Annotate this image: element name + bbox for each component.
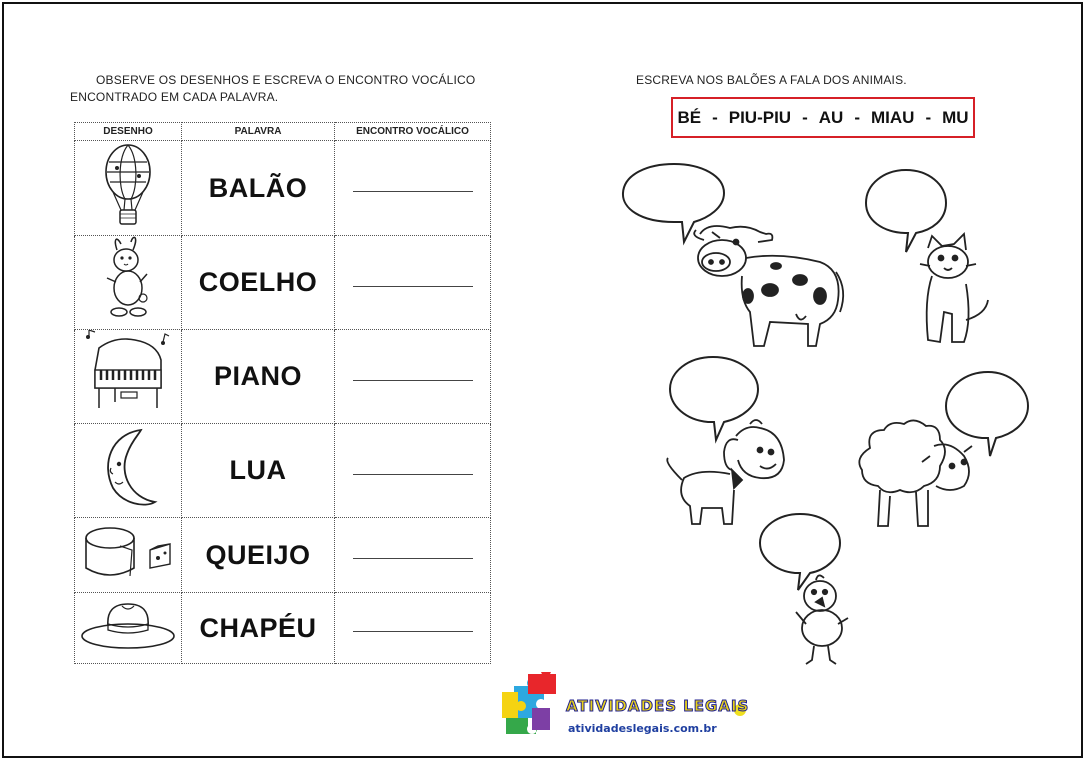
answer-line bbox=[353, 286, 473, 287]
rabbit-icon bbox=[75, 236, 182, 330]
vowel-table bbox=[74, 122, 491, 664]
answer-line bbox=[353, 191, 473, 192]
sound-be: BÉ bbox=[677, 107, 702, 127]
logo-url[interactable]: atividadeslegais.com.br bbox=[568, 722, 717, 735]
answer-blank[interactable] bbox=[335, 593, 491, 664]
speech-balloon-dog bbox=[670, 357, 758, 440]
sound-separator: - bbox=[802, 107, 808, 127]
speech-balloon-sheep bbox=[946, 372, 1028, 456]
hat-icon bbox=[75, 593, 182, 664]
word-label: LUA bbox=[182, 424, 335, 518]
cat-icon bbox=[920, 234, 988, 342]
answer-blank[interactable] bbox=[335, 518, 491, 593]
sheep-icon bbox=[859, 420, 972, 526]
left-instruction-line1: OBSERVE OS DESENHOS E ESCREVA O ENCONTRO VOCÁLICO bbox=[96, 73, 476, 87]
cheese-icon bbox=[75, 518, 182, 593]
moon-icon bbox=[75, 424, 182, 518]
speech-balloon-cow bbox=[623, 164, 724, 242]
answer-blank[interactable] bbox=[335, 236, 491, 330]
answer-line bbox=[353, 380, 473, 381]
table-header-row bbox=[75, 123, 491, 141]
header-encontro: ENCONTRO VOCÁLICO bbox=[335, 123, 491, 141]
sound-word-box bbox=[671, 97, 975, 138]
answer-blank[interactable] bbox=[335, 330, 491, 424]
answer-line bbox=[353, 558, 473, 559]
left-instruction-line2: ENCONTRADO EM CADA PALAVRA. bbox=[70, 90, 279, 104]
table-row bbox=[75, 593, 491, 664]
sound-au: AU bbox=[818, 107, 844, 127]
sound-piu-piu: PIU-PIU bbox=[728, 107, 792, 127]
speech-balloon-cat bbox=[866, 170, 946, 252]
answer-line bbox=[353, 474, 473, 475]
chick-icon bbox=[796, 575, 848, 664]
word-label: COELHO bbox=[182, 236, 335, 330]
word-label: PIANO bbox=[182, 330, 335, 424]
puzzle-pieces-icon bbox=[502, 672, 556, 734]
hot-air-balloon-icon bbox=[75, 141, 182, 236]
table-row bbox=[75, 236, 491, 330]
table-row bbox=[75, 141, 491, 236]
piano-icon bbox=[75, 330, 182, 424]
word-label: QUEIJO bbox=[182, 518, 335, 593]
sound-separator: - bbox=[712, 107, 718, 127]
table-row bbox=[75, 330, 491, 424]
header-desenho: DESENHO bbox=[75, 123, 182, 141]
word-label: BALÃO bbox=[182, 141, 335, 236]
cow-icon bbox=[694, 226, 843, 346]
table-row bbox=[75, 424, 491, 518]
answer-line bbox=[353, 631, 473, 632]
word-label: CHAPÉU bbox=[182, 593, 335, 664]
left-instruction bbox=[70, 72, 490, 106]
animals-illustration bbox=[600, 150, 1040, 670]
sound-separator: - bbox=[925, 107, 932, 127]
sound-separator: - bbox=[854, 107, 860, 127]
speech-balloon-chick bbox=[760, 514, 840, 590]
answer-blank[interactable] bbox=[335, 141, 491, 236]
dog-icon bbox=[667, 420, 784, 524]
answer-blank[interactable] bbox=[335, 424, 491, 518]
logo-title: ATIVIDADES LEGAIS bbox=[566, 697, 750, 715]
sound-miau: MIAU bbox=[870, 107, 915, 127]
table-row bbox=[75, 518, 491, 593]
header-palavra: PALAVRA bbox=[182, 123, 335, 141]
right-instruction: ESCREVA NOS BALÕES A FALA DOS ANIMAIS. bbox=[636, 73, 907, 87]
sound-mu: MU bbox=[942, 107, 969, 127]
